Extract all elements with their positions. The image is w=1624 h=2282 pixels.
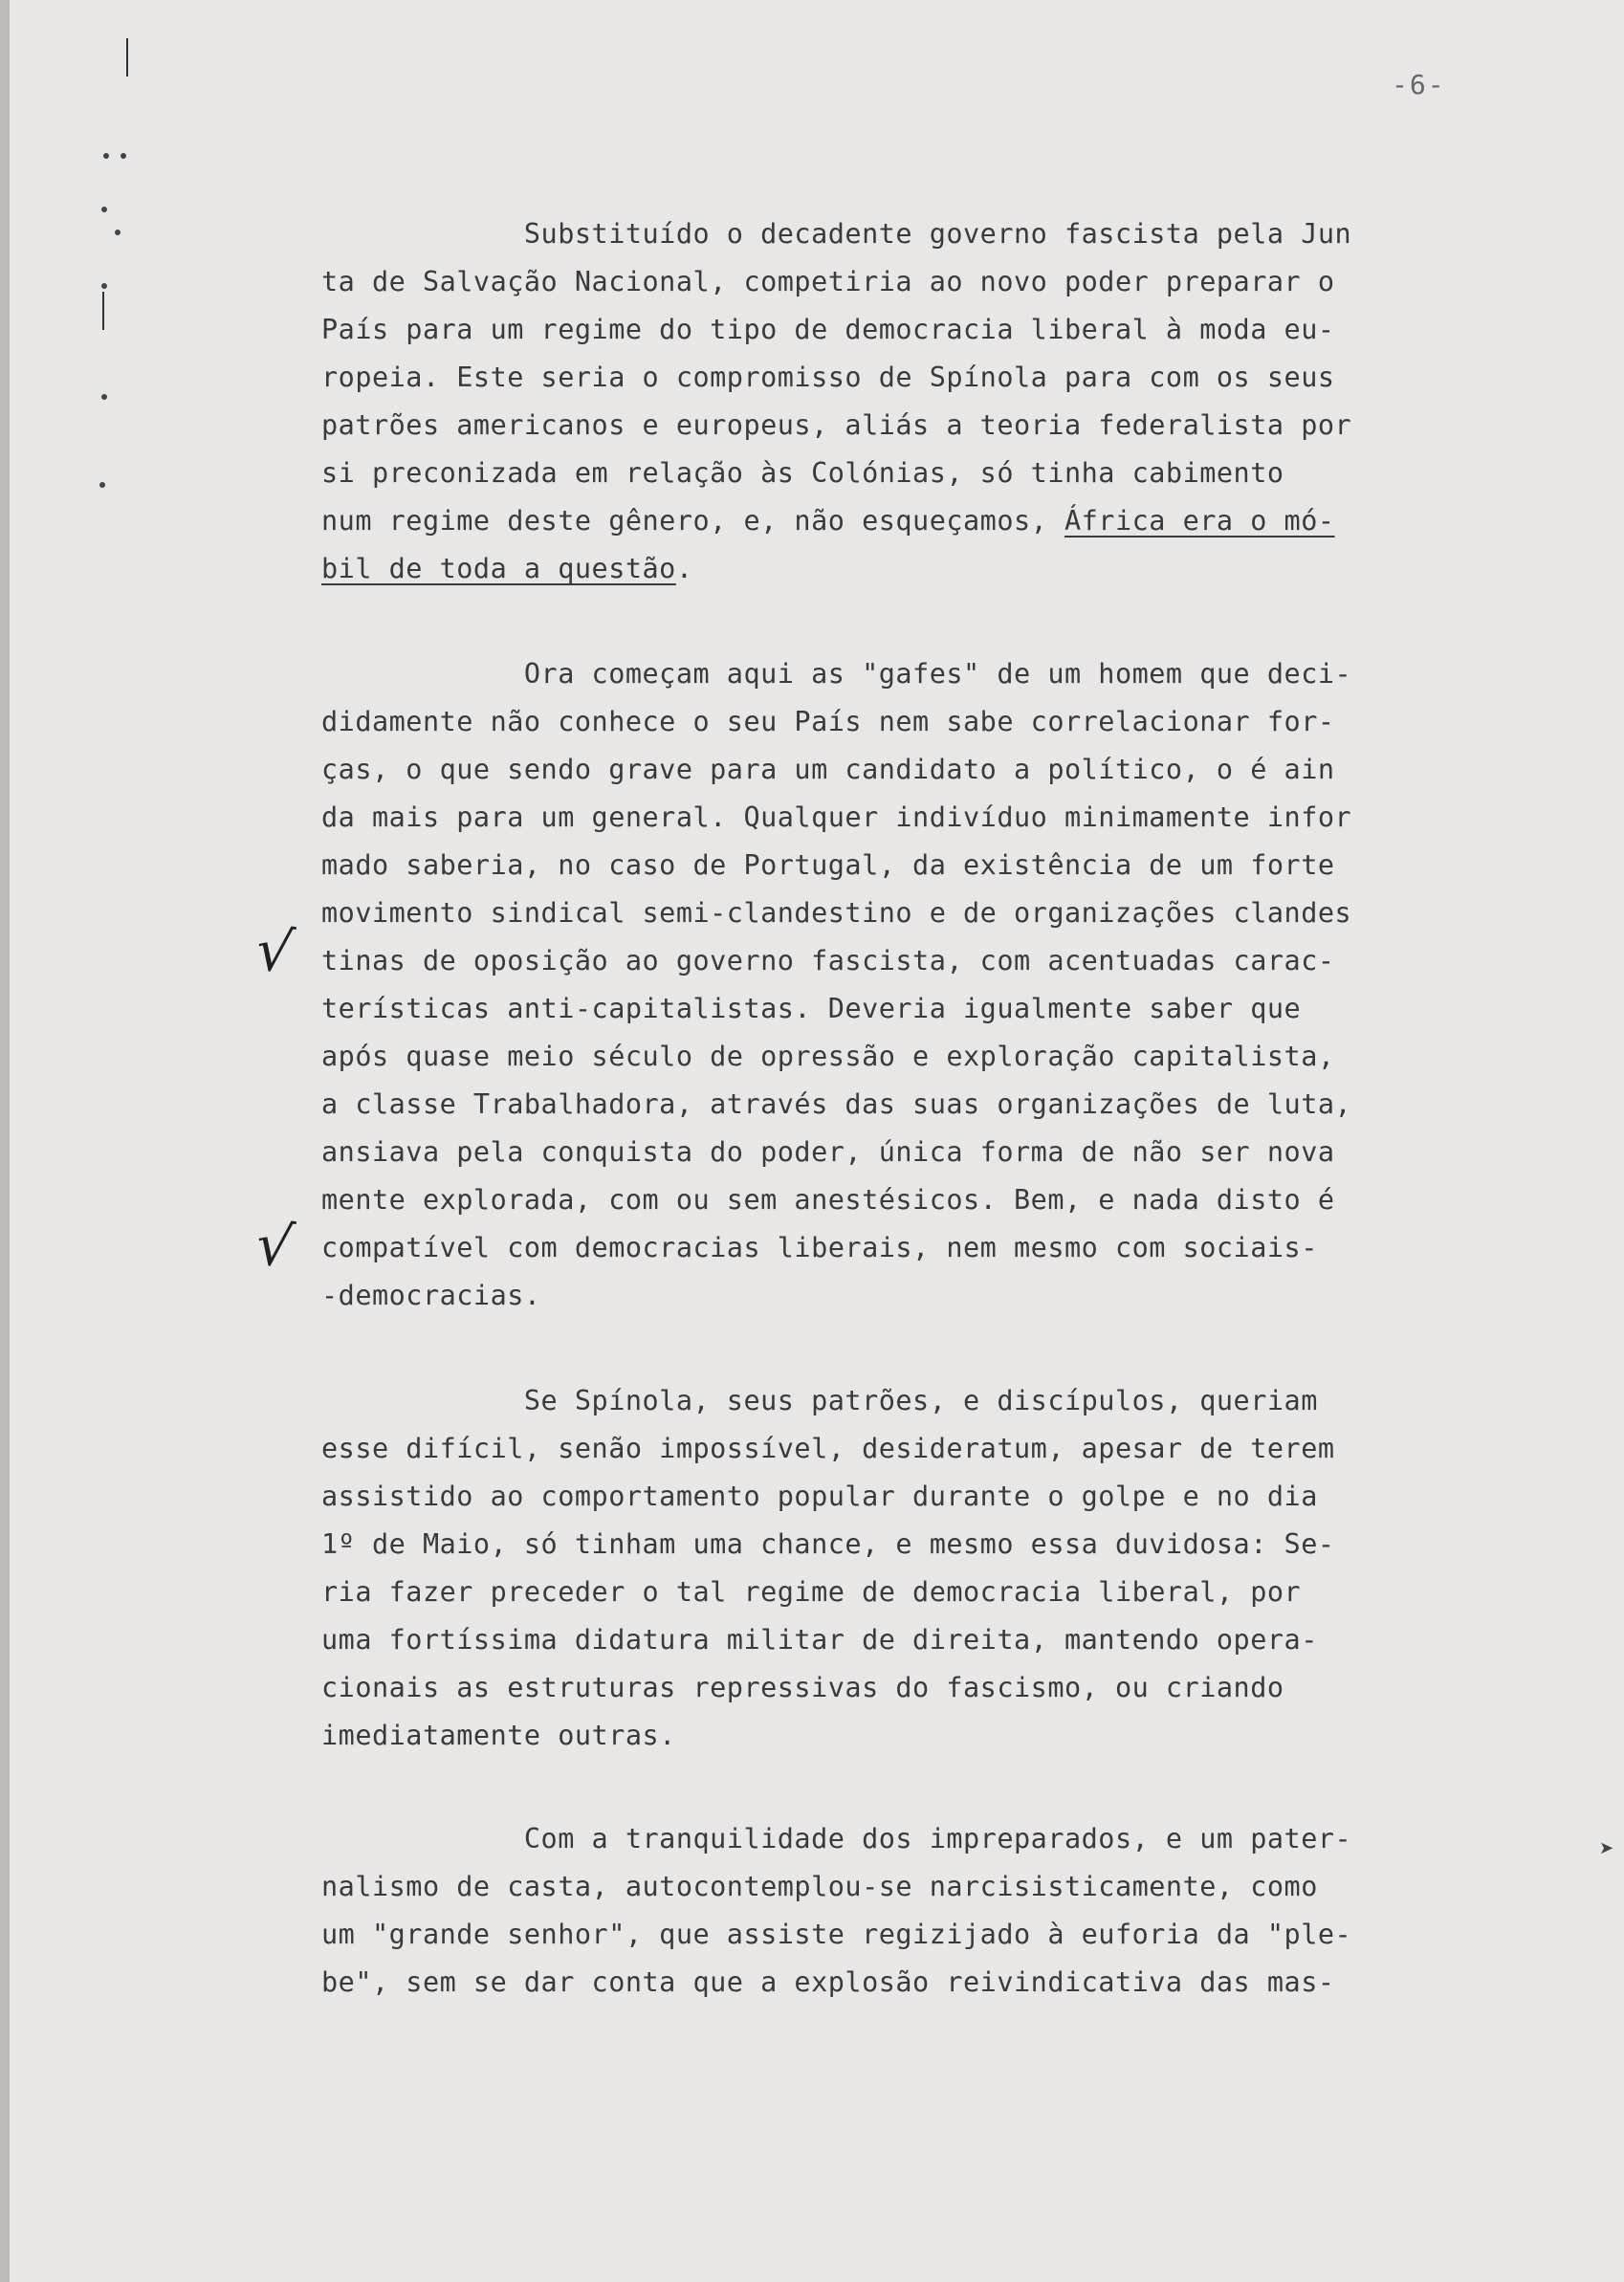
text-line: cionais as estruturas repressivas do fascismo, ou criando: [321, 1672, 1284, 1703]
paragraph-3: [321, 1377, 1507, 1751]
text-line: be", sem se dar conta que a explosão reivindicativa das mas-: [321, 1966, 1335, 1998]
text-line: -democracias.: [321, 1280, 541, 1311]
text-fragment: num regime deste gênero, e, não esqueçamos,: [321, 505, 1064, 537]
text-line: tinas de oposição ao governo fascista, com acentuadas carac-: [321, 945, 1335, 976]
text-line: 1º de Maio, só tinham uma chance, e mesmo essa duvidosa: Se-: [321, 1528, 1335, 1560]
paragraph-4: [321, 1815, 1507, 2005]
text-line: Ora começam aqui as "gafes" de um homem que deci-: [321, 658, 1352, 690]
checkmark-icon: √: [252, 1210, 297, 1283]
text-line: mado saberia, no caso de Portugal, da existência de um forte: [321, 849, 1335, 881]
text-line: um "grande senhor", que assiste regizijado à euforia da "ple-: [321, 1919, 1352, 1950]
text-line: movimento sindical semi-clandestino e de organizações clandes: [321, 897, 1352, 929]
page-number: -6-: [1392, 69, 1446, 100]
underlined-text: África era o mó-: [1064, 505, 1335, 537]
paragraph-1: [321, 210, 1507, 584]
text-line: terísticas anti-capitalistas. Deveria igualmente saber que: [321, 993, 1302, 1024]
margin-dot: [99, 482, 105, 488]
text-line: ansiava pela conquista do poder, única forma de não ser nova: [321, 1136, 1335, 1168]
continue-arrow-icon: ➤: [1599, 1838, 1614, 1858]
text-line: ria fazer preceder o tal regime de democracia liberal, por: [321, 1576, 1302, 1608]
margin-dot: [103, 153, 109, 159]
text-line: após quase meio século de opressão e exploração capitalista,: [321, 1041, 1335, 1072]
margin-dot: [115, 230, 121, 235]
text-line: compatível com democracias liberais, nem mesmo com sociais-: [321, 1232, 1318, 1263]
text-line: Com a tranquilidade dos impreparados, e um pater-: [321, 1823, 1352, 1854]
paragraph-2: [321, 650, 1507, 1311]
text-line: [321, 545, 693, 593]
text-line: didamente não conhece o seu País nem sabe correlacionar for-: [321, 706, 1335, 737]
text-line: [321, 497, 1335, 545]
margin-dot: [101, 207, 107, 212]
text-line: ta de Salvação Nacional, competiria ao novo poder preparar o: [321, 266, 1335, 297]
margin-mark: [102, 292, 104, 330]
margin-mark: [126, 38, 128, 77]
text-line: mente explorada, com ou sem anestésicos. Bem, e nada disto é: [321, 1184, 1335, 1216]
text-line: ças, o que sendo grave para um candidato a político, o é ain: [321, 754, 1335, 785]
text-line: esse difícil, senão impossível, desideratum, apesar de terem: [321, 1433, 1335, 1464]
text-line: uma fortíssima didatura militar de direita, mantendo opera-: [321, 1624, 1318, 1656]
text-line: a classe Trabalhadora, através das suas organizações de luta,: [321, 1088, 1352, 1120]
text-line: País para um regime do tipo de democracia liberal à moda eu-: [321, 314, 1335, 345]
checkmark-icon: √: [252, 915, 297, 988]
underlined-text: bil de toda a questão: [321, 553, 676, 584]
margin-dot: [121, 153, 126, 159]
text-line: nalismo de casta, autocontemplou-se narcisisticamente, como: [321, 1871, 1318, 1902]
text-line: imediatamente outras.: [321, 1720, 676, 1751]
text-line: si preconizada em relação às Colónias, só tinha cabimento: [321, 457, 1284, 489]
text-line: assistido ao comportamento popular durante o golpe e no dia: [321, 1481, 1318, 1512]
text-line: da mais para um general. Qualquer indivíduo minimamente infor: [321, 801, 1352, 833]
text-line: ropeia. Este seria o compromisso de Spínola para com os seus: [321, 362, 1335, 393]
text-line: patrões americanos e europeus, aliás a teoria federalista por: [321, 409, 1352, 441]
margin-dot: [101, 394, 107, 400]
text-line: Substituído o decadente governo fascista pela Jun: [321, 218, 1352, 250]
margin-dot: [101, 283, 107, 289]
text-line: Se Spínola, seus patrões, e discípulos, queriam: [321, 1385, 1318, 1416]
text-fragment: .: [675, 553, 693, 584]
